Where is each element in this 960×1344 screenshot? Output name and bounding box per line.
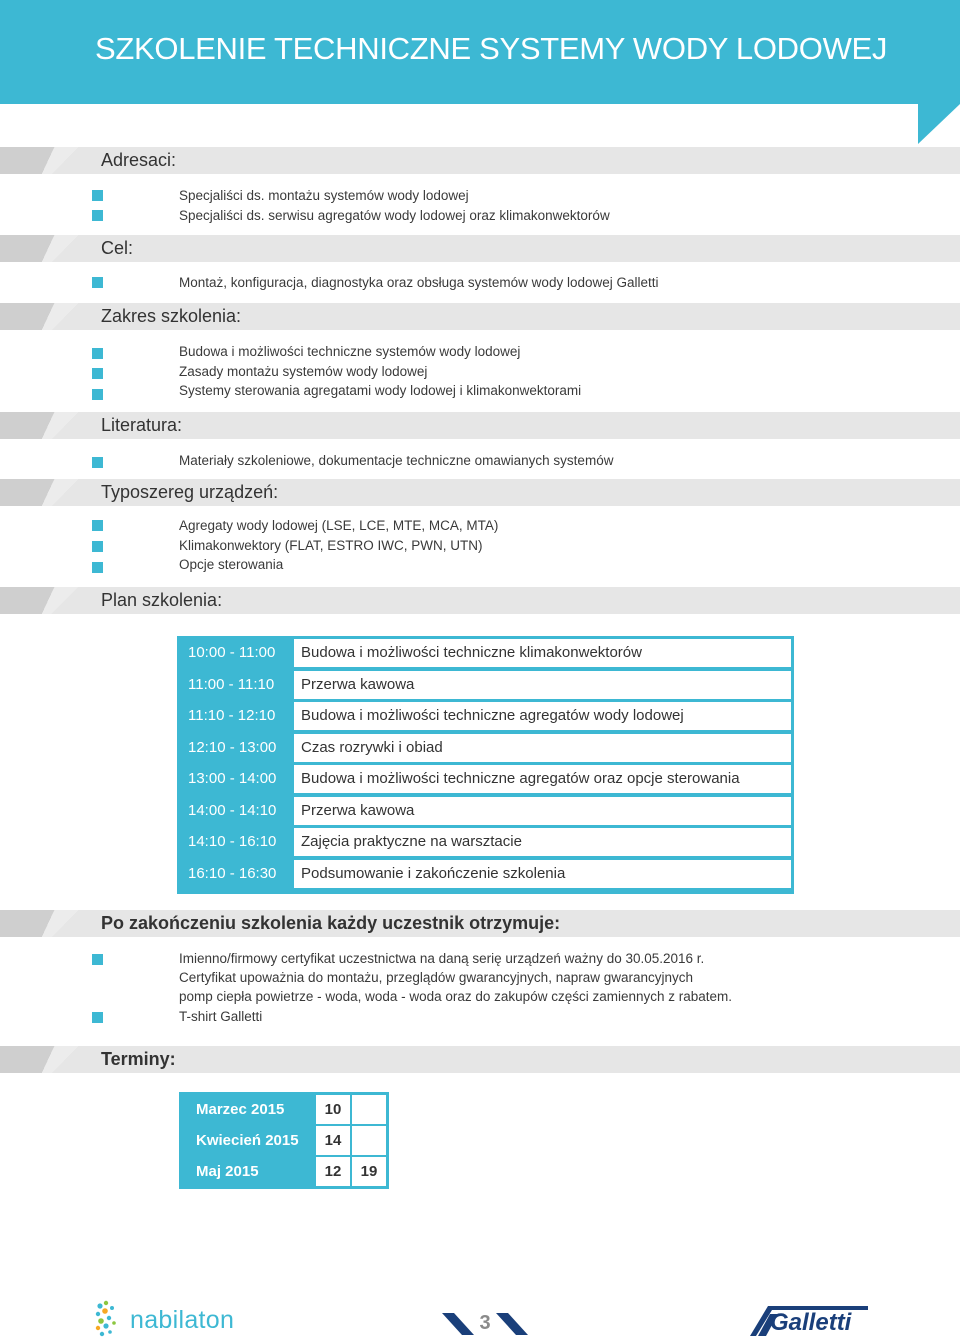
table-row bbox=[182, 1157, 386, 1186]
table-row bbox=[180, 639, 791, 667]
list-item: Budowa i możliwości techniczne systemów wody lodowej bbox=[179, 344, 521, 359]
schedule-time: 14:10 - 16:10 bbox=[180, 828, 292, 856]
section-bar-cel bbox=[0, 235, 960, 262]
list-item: Imienno/firmowy certyfikat uczestnictwa na daną serię urządzeń ważny do 30.05.2016 r. bbox=[179, 951, 705, 966]
schedule-activity: Budowa i możliwości techniczne agregatów oraz opcje sterowania bbox=[294, 765, 791, 793]
section-label-zakres: Zakres szkolenia: bbox=[101, 306, 242, 326]
term-day: 14 bbox=[316, 1126, 350, 1155]
list-item: Specjaliści ds. montażu systemów wody lodowej bbox=[179, 188, 469, 203]
list-item: Certyfikat upoważnia do montażu, przeglądów gwarancyjnych, napraw gwarancyjnych bbox=[179, 970, 694, 985]
table-row bbox=[180, 828, 791, 856]
schedule-activity: Zajęcia praktyczne na warsztacie bbox=[294, 828, 791, 856]
table-row bbox=[180, 671, 791, 699]
bullet-icon bbox=[92, 210, 103, 221]
bullet-icon bbox=[92, 457, 103, 468]
section-label-cel: Cel: bbox=[101, 238, 134, 258]
schedule-time: 12:10 - 13:00 bbox=[180, 734, 292, 762]
schedule-time: 11:00 - 11:10 bbox=[180, 671, 292, 699]
schedule-time: 11:10 - 12:10 bbox=[180, 702, 292, 730]
term-day: 10 bbox=[316, 1095, 350, 1124]
section-label-plan: Plan szkolenia: bbox=[101, 590, 223, 610]
table-row bbox=[180, 765, 791, 793]
list-item: Klimakonwektory (FLAT, ESTRO IWC, PWN, UTN) bbox=[179, 538, 483, 553]
bullet-icon bbox=[92, 389, 103, 400]
term-month: Marzec 2015 bbox=[182, 1095, 314, 1124]
list-item: Specjaliści ds. serwisu agregatów wody lodowej oraz klimakonwektorów bbox=[179, 208, 610, 223]
term-day: 12 bbox=[316, 1157, 350, 1186]
schedule-time: 14:00 - 14:10 bbox=[180, 797, 292, 825]
section-label-typoszereg: Typoszereg urządzeń: bbox=[101, 482, 279, 502]
schedule-table bbox=[177, 636, 794, 894]
schedule-activity: Przerwa kawowa bbox=[294, 797, 791, 825]
section-label-terminy: Terminy: bbox=[101, 1049, 176, 1069]
schedule-activity: Budowa i możliwości techniczne klimakonwektorów bbox=[294, 639, 791, 667]
section-label-adresaci: Adresaci: bbox=[101, 150, 177, 170]
schedule-activity: Przerwa kawowa bbox=[294, 671, 791, 699]
list-item: pomp ciepła powietrze - woda, woda - woda oraz do zakupów części zamiennych z rabatem. bbox=[179, 989, 733, 1004]
table-row bbox=[180, 702, 791, 730]
bullet-icon bbox=[92, 1012, 103, 1023]
term-month: Maj 2015 bbox=[182, 1157, 314, 1186]
page-number: 3 bbox=[479, 1312, 491, 1334]
bullet-icon bbox=[92, 348, 103, 359]
schedule-activity: Podsumowanie i zakończenie szkolenia bbox=[294, 860, 791, 888]
table-row bbox=[180, 797, 791, 825]
table-row bbox=[180, 860, 791, 888]
page-header bbox=[0, 0, 960, 104]
list-item: Opcje sterowania bbox=[179, 557, 284, 572]
bullet-icon bbox=[92, 368, 103, 379]
schedule-time: 10:00 - 11:00 bbox=[180, 639, 292, 667]
list-item: Montaż, konfiguracja, diagnostyka oraz obsługa systemów wody lodowej Galletti bbox=[179, 275, 659, 290]
list-item: T-shirt Galletti bbox=[179, 1009, 263, 1024]
nabilaton-wordmark: nabilaton bbox=[130, 1306, 235, 1334]
list-item: Systemy sterowania agregatami wody lodowej i klimakonwektorami bbox=[179, 383, 582, 398]
galletti-wordmark: Galletti bbox=[770, 1309, 852, 1336]
chevron-right-decoration-icon bbox=[496, 1313, 528, 1335]
section-label-literatura: Literatura: bbox=[101, 415, 183, 435]
list-item: Agregaty wody lodowej (LSE, LCE, MTE, MCA, MTA) bbox=[179, 518, 499, 533]
schedule-time: 13:00 - 14:00 bbox=[180, 765, 292, 793]
term-month: Kwiecień 2015 bbox=[182, 1126, 314, 1155]
bullet-icon bbox=[92, 190, 103, 201]
table-row bbox=[182, 1126, 386, 1155]
section-label-po-zakonczeniu: Po zakończeniu szkolenia każdy uczestnik otrzymuje: bbox=[101, 913, 561, 933]
page-title: SZKOLENIE TECHNICZNE SYSTEMY WODY LODOWEJ bbox=[95, 31, 888, 66]
list-item: Materiały szkoleniowe, dokumentacje techniczne omawianych systemów bbox=[179, 453, 614, 468]
bullet-icon bbox=[92, 541, 103, 552]
header-corner-decoration bbox=[918, 104, 960, 144]
term-day bbox=[352, 1126, 386, 1155]
table-row bbox=[182, 1095, 386, 1124]
schedule-activity: Budowa i możliwości techniczne agregatów wody lodowej bbox=[294, 702, 791, 730]
term-day bbox=[352, 1095, 386, 1124]
term-day: 19 bbox=[352, 1157, 386, 1186]
bullet-icon bbox=[92, 277, 103, 288]
schedule-time: 16:10 - 16:30 bbox=[180, 860, 292, 888]
schedule-activity: Czas rozrywki i obiad bbox=[294, 734, 791, 762]
dates-table bbox=[179, 1092, 389, 1189]
table-row bbox=[180, 734, 791, 762]
bullet-icon bbox=[92, 562, 103, 573]
bullet-icon bbox=[92, 954, 103, 965]
bullet-icon bbox=[92, 520, 103, 531]
list-item: Zasady montażu systemów wody lodowej bbox=[179, 364, 428, 379]
